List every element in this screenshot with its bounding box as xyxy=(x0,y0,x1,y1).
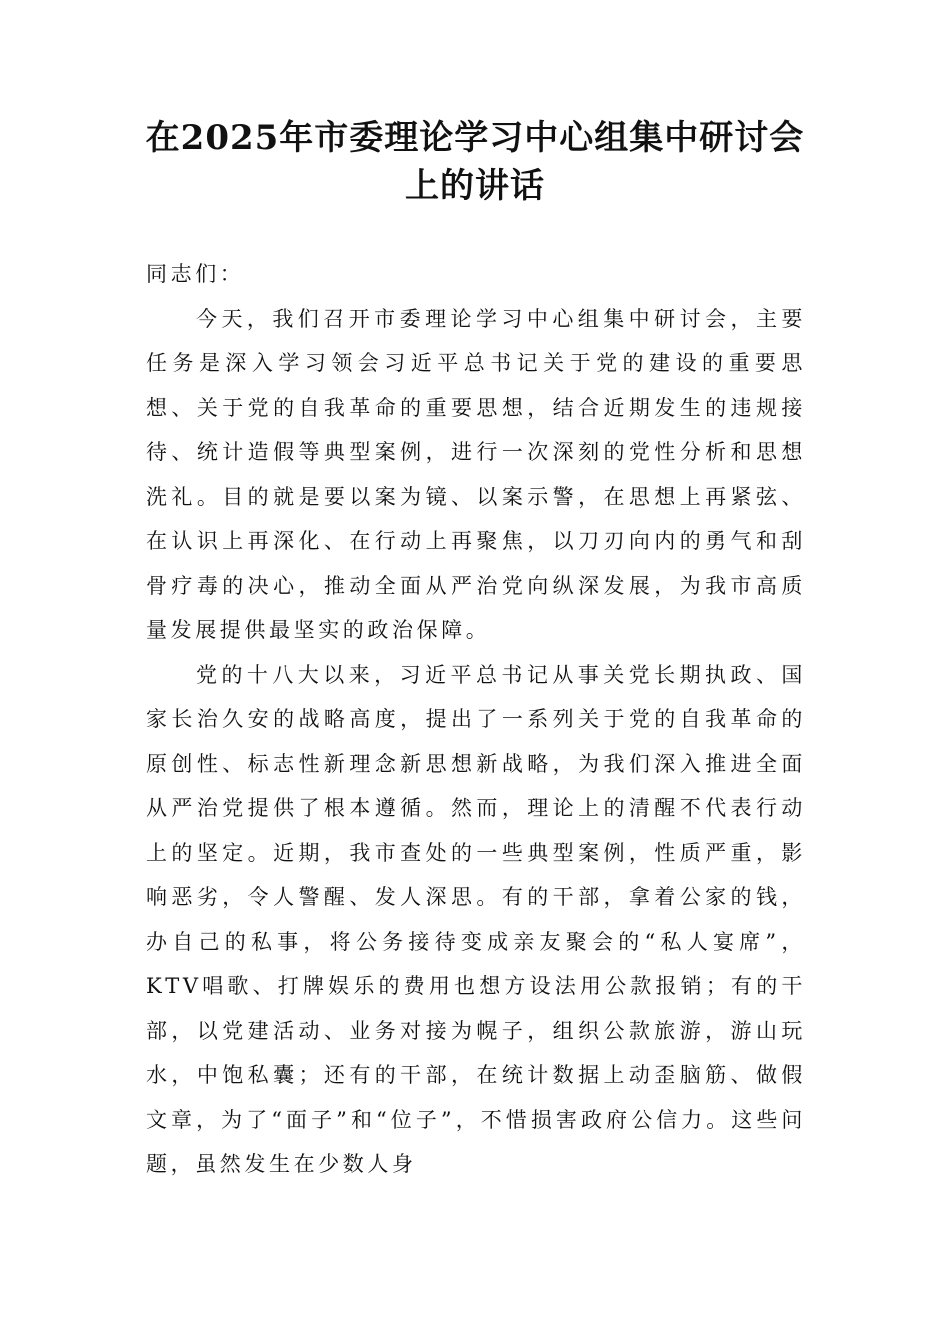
salutation: 同志们： xyxy=(146,262,245,286)
document-title: 在2025年市委理论学习中心组集中研讨会上的讲话 xyxy=(145,118,805,206)
paragraph-2: 党的十八大以来，习近平总书记从事关党长期执政、国家长治久安的战略高度，提出了一系列关于党的自我革命的原创性、标志性新理念新思想新战略，为我们深入推进全面从严治党提供了根本遵循。然而，理论上的清醒不代表行动上的坚定。近期，我市查处的一些典型案例，性质严重，影响恶劣，令人警醒、发人深思。有的干部，拿着公家的钱，办自己的私事，将公务接待变成亲友聚会的“私人宴席”，KTV唱歌、打牌娱乐的费用也想方设法用公款报销；有的干部，以党建活动、业务对接为幌子，组织公款旅游，游山玩水，中饱私囊；还有的干部，在统计数据上动歪脑筋、做假文章，为了“面子”和“位子”，不惜损害政府公信力。这些问题，虽然发生在少数人身 xyxy=(146,662,806,1176)
paragraph-1: 今天，我们召开市委理论学习中心组集中研讨会，主要任务是深入学习领会习近平总书记关于党的建设的重要思想、关于党的自我革命的重要思想，结合近期发生的违规接待、统计造假等典型案例，进行一次深刻的党性分析和思想洗礼。目的就是要以案为镜、以案示警，在思想上再紧弦、在认识上再深化、在行动上再聚焦，以刀刃向内的勇气和刮骨疗毒的决心，推动全面从严治党向纵深发展，为我市高质量发展提供最坚实的政治保障。 xyxy=(146,306,806,642)
document-body xyxy=(146,252,806,1187)
